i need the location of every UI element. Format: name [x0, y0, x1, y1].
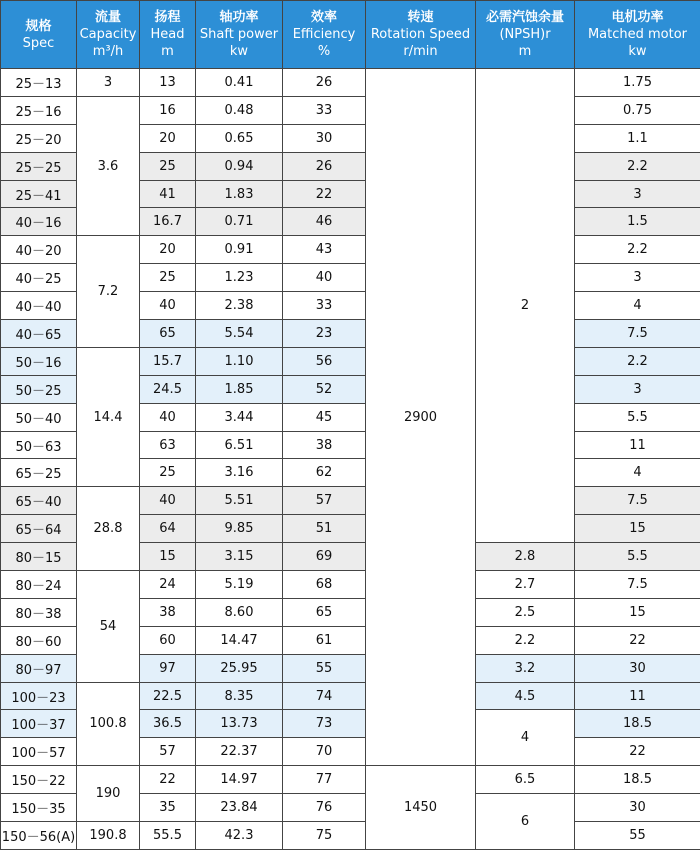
cell-efficiency: 56	[283, 347, 366, 375]
cell-spec: 40－20	[1, 236, 77, 264]
header-spec: 规格 Spec	[1, 1, 77, 69]
cell-spec: 25－41	[1, 180, 77, 208]
cell-shaft-power: 42.3	[196, 822, 283, 850]
cell-motor: 1.5	[575, 208, 700, 236]
cell-spec: 40－65	[1, 320, 77, 348]
cell-shaft-power: 0.91	[196, 236, 283, 264]
cell-spec: 100－57	[1, 738, 77, 766]
cell-head: 25	[140, 152, 196, 180]
cell-npsh: 4.5	[476, 682, 575, 710]
cell-motor: 2.2	[575, 152, 700, 180]
header-motor: 电机功率 Matched motor kw	[575, 1, 700, 69]
header-npsh: 必需汽蚀余量 (NPSH)r m	[476, 1, 575, 69]
cell-shaft-power: 1.10	[196, 347, 283, 375]
cell-head: 24.5	[140, 375, 196, 403]
cell-head: 41	[140, 180, 196, 208]
cell-motor: 55	[575, 822, 700, 850]
cell-shaft-power: 6.51	[196, 431, 283, 459]
cell-spec: 40－40	[1, 292, 77, 320]
cell-motor: 4	[575, 459, 700, 487]
cell-efficiency: 23	[283, 320, 366, 348]
cell-motor: 30	[575, 654, 700, 682]
cell-capacity: 3	[77, 69, 140, 97]
cell-motor: 22	[575, 626, 700, 654]
cell-shaft-power: 3.16	[196, 459, 283, 487]
cell-head: 35	[140, 794, 196, 822]
cell-spec: 80－15	[1, 543, 77, 571]
cell-motor: 15	[575, 598, 700, 626]
cell-shaft-power: 22.37	[196, 738, 283, 766]
cell-head: 20	[140, 236, 196, 264]
header-head: 扬程 Head m	[140, 1, 196, 69]
cell-npsh: 6	[476, 794, 575, 850]
cell-npsh: 4	[476, 710, 575, 766]
cell-spec: 80－24	[1, 571, 77, 599]
cell-spec: 150－35	[1, 794, 77, 822]
cell-spec: 40－16	[1, 208, 77, 236]
cell-npsh: 2.7	[476, 571, 575, 599]
table-row	[1, 69, 700, 97]
cell-shaft-power: 14.47	[196, 626, 283, 654]
cell-head: 16	[140, 96, 196, 124]
cell-spec: 25－25	[1, 152, 77, 180]
cell-capacity: 190.8	[77, 822, 140, 850]
cell-spec: 50－40	[1, 403, 77, 431]
cell-spec: 80－97	[1, 654, 77, 682]
cell-motor: 18.5	[575, 710, 700, 738]
cell-head: 38	[140, 598, 196, 626]
cell-capacity: 54	[77, 571, 140, 683]
table-row	[1, 236, 700, 264]
cell-motor: 1.1	[575, 124, 700, 152]
cell-shaft-power: 14.97	[196, 766, 283, 794]
cell-spec: 65－40	[1, 487, 77, 515]
cell-efficiency: 33	[283, 96, 366, 124]
cell-head: 57	[140, 738, 196, 766]
cell-motor: 7.5	[575, 320, 700, 348]
cell-rotation-speed: 1450	[366, 766, 476, 850]
cell-head: 60	[140, 626, 196, 654]
cell-shaft-power: 5.51	[196, 487, 283, 515]
cell-efficiency: 69	[283, 543, 366, 571]
cell-head: 40	[140, 292, 196, 320]
cell-shaft-power: 1.83	[196, 180, 283, 208]
cell-efficiency: 70	[283, 738, 366, 766]
cell-efficiency: 62	[283, 459, 366, 487]
cell-efficiency: 40	[283, 264, 366, 292]
cell-shaft-power: 0.41	[196, 69, 283, 97]
cell-shaft-power: 0.48	[196, 96, 283, 124]
cell-shaft-power: 0.94	[196, 152, 283, 180]
cell-spec: 50－63	[1, 431, 77, 459]
cell-shaft-power: 1.23	[196, 264, 283, 292]
cell-capacity: 14.4	[77, 347, 140, 486]
cell-spec: 80－60	[1, 626, 77, 654]
cell-efficiency: 52	[283, 375, 366, 403]
cell-motor: 18.5	[575, 766, 700, 794]
cell-head: 13	[140, 69, 196, 97]
cell-shaft-power: 3.15	[196, 543, 283, 571]
cell-motor: 30	[575, 794, 700, 822]
cell-head: 36.5	[140, 710, 196, 738]
cell-motor: 3	[575, 180, 700, 208]
cell-spec: 150－56(A)	[1, 822, 77, 850]
cell-head: 55.5	[140, 822, 196, 850]
cell-capacity: 3.6	[77, 96, 140, 235]
cell-head: 40	[140, 487, 196, 515]
cell-motor: 0.75	[575, 96, 700, 124]
cell-motor: 7.5	[575, 571, 700, 599]
table-row	[1, 96, 700, 124]
cell-efficiency: 38	[283, 431, 366, 459]
cell-motor: 3	[575, 264, 700, 292]
cell-efficiency: 26	[283, 152, 366, 180]
cell-efficiency: 73	[283, 710, 366, 738]
cell-efficiency: 55	[283, 654, 366, 682]
cell-head: 40	[140, 403, 196, 431]
cell-head: 22.5	[140, 682, 196, 710]
cell-capacity: 7.2	[77, 236, 140, 348]
cell-efficiency: 45	[283, 403, 366, 431]
cell-efficiency: 65	[283, 598, 366, 626]
cell-motor: 15	[575, 515, 700, 543]
cell-shaft-power: 25.95	[196, 654, 283, 682]
cell-npsh: 2.2	[476, 626, 575, 654]
cell-spec: 65－64	[1, 515, 77, 543]
cell-rotation-speed: 2900	[366, 69, 476, 766]
cell-shaft-power: 0.71	[196, 208, 283, 236]
cell-npsh: 2	[476, 69, 575, 543]
cell-capacity: 100.8	[77, 682, 140, 766]
cell-head: 24	[140, 571, 196, 599]
cell-npsh: 6.5	[476, 766, 575, 794]
cell-spec: 100－37	[1, 710, 77, 738]
cell-spec: 100－23	[1, 682, 77, 710]
table-row	[1, 822, 700, 850]
cell-efficiency: 57	[283, 487, 366, 515]
cell-efficiency: 33	[283, 292, 366, 320]
cell-head: 16.7	[140, 208, 196, 236]
cell-efficiency: 68	[283, 571, 366, 599]
cell-motor: 11	[575, 431, 700, 459]
cell-head: 15.7	[140, 347, 196, 375]
cell-shaft-power: 2.38	[196, 292, 283, 320]
cell-head: 15	[140, 543, 196, 571]
cell-motor: 7.5	[575, 487, 700, 515]
table-body	[1, 69, 700, 850]
header-shaft-power: 轴功率 Shaft power kw	[196, 1, 283, 69]
cell-shaft-power: 13.73	[196, 710, 283, 738]
cell-head: 25	[140, 459, 196, 487]
cell-efficiency: 46	[283, 208, 366, 236]
cell-npsh: 3.2	[476, 654, 575, 682]
cell-head: 64	[140, 515, 196, 543]
table-row	[1, 682, 700, 710]
cell-head: 25	[140, 264, 196, 292]
cell-spec: 25－20	[1, 124, 77, 152]
cell-head: 63	[140, 431, 196, 459]
cell-motor: 22	[575, 738, 700, 766]
header-capacity: 流量 Capacity m³/h	[77, 1, 140, 69]
cell-motor: 2.2	[575, 236, 700, 264]
header-efficiency: 效率 Efficiency %	[283, 1, 366, 69]
cell-spec: 40－25	[1, 264, 77, 292]
cell-shaft-power: 8.35	[196, 682, 283, 710]
cell-motor: 1.75	[575, 69, 700, 97]
header-rotation-speed: 转速 Rotation Speed r/min	[366, 1, 476, 69]
cell-motor: 11	[575, 682, 700, 710]
cell-spec: 50－16	[1, 347, 77, 375]
table-row	[1, 766, 700, 794]
cell-efficiency: 74	[283, 682, 366, 710]
cell-capacity: 28.8	[77, 487, 140, 571]
table-row	[1, 487, 700, 515]
cell-efficiency: 75	[283, 822, 366, 850]
cell-efficiency: 51	[283, 515, 366, 543]
cell-npsh: 2.5	[476, 598, 575, 626]
header-row	[1, 1, 700, 69]
cell-motor: 5.5	[575, 543, 700, 571]
cell-shaft-power: 5.54	[196, 320, 283, 348]
cell-shaft-power: 1.85	[196, 375, 283, 403]
cell-efficiency: 61	[283, 626, 366, 654]
cell-shaft-power: 23.84	[196, 794, 283, 822]
cell-motor: 4	[575, 292, 700, 320]
cell-shaft-power: 3.44	[196, 403, 283, 431]
cell-head: 22	[140, 766, 196, 794]
cell-efficiency: 77	[283, 766, 366, 794]
cell-shaft-power: 0.65	[196, 124, 283, 152]
cell-spec: 25－16	[1, 96, 77, 124]
cell-shaft-power: 5.19	[196, 571, 283, 599]
cell-spec: 25－13	[1, 69, 77, 97]
cell-shaft-power: 8.60	[196, 598, 283, 626]
cell-capacity: 190	[77, 766, 140, 822]
cell-efficiency: 76	[283, 794, 366, 822]
cell-motor: 2.2	[575, 347, 700, 375]
cell-spec: 50－25	[1, 375, 77, 403]
table-row	[1, 571, 700, 599]
cell-spec: 80－38	[1, 598, 77, 626]
cell-head: 97	[140, 654, 196, 682]
table-row	[1, 347, 700, 375]
cell-efficiency: 43	[283, 236, 366, 264]
cell-motor: 3	[575, 375, 700, 403]
cell-head: 65	[140, 320, 196, 348]
cell-motor: 5.5	[575, 403, 700, 431]
cell-spec: 65－25	[1, 459, 77, 487]
cell-spec: 150－22	[1, 766, 77, 794]
cell-head: 20	[140, 124, 196, 152]
cell-efficiency: 26	[283, 69, 366, 97]
cell-efficiency: 30	[283, 124, 366, 152]
cell-shaft-power: 9.85	[196, 515, 283, 543]
cell-efficiency: 22	[283, 180, 366, 208]
cell-npsh: 2.8	[476, 543, 575, 571]
